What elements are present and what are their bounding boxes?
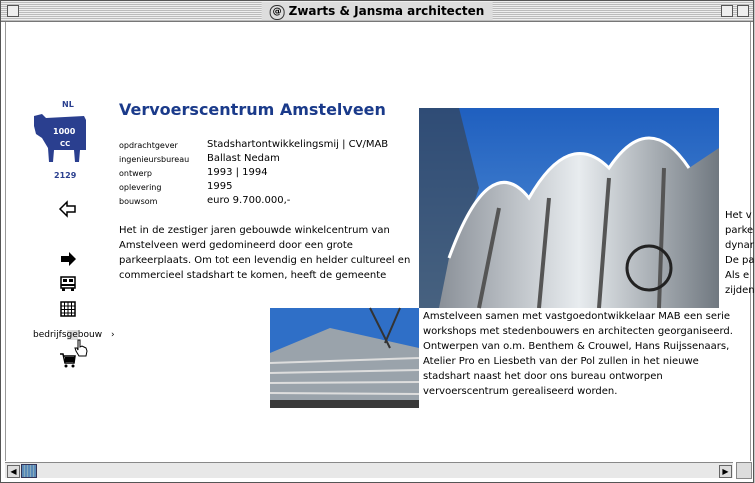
logo-text-cc: CC xyxy=(60,140,71,148)
horizontal-scrollbar[interactable] xyxy=(5,462,733,478)
collapse-box[interactable] xyxy=(737,5,749,17)
scroll-left-arrow-icon[interactable]: ◀ xyxy=(7,465,20,478)
description-paragraph-3-clipped: Het v parke dynar De pa Als e zijden xyxy=(725,210,755,296)
cow-logo[interactable] xyxy=(32,98,90,184)
logo-text-1000: 1000 xyxy=(53,127,76,136)
window-title: @ Zwarts & Jansma architecten xyxy=(262,2,493,20)
title-bar[interactable] xyxy=(1,1,753,22)
close-box[interactable] xyxy=(7,5,19,17)
scroll-right-arrow-icon[interactable]: ▶ xyxy=(719,465,732,478)
page-content: NL 1000 CC 2129 bedrijfsgebouw › Vervoerscentrum Amstelveen opdrachtgever Stadshartontwikkelingsmij | CV/MAB ingenieursbureau Ballast Nedam ontwerp 1993 | 1994 oplevering 1995 bouwsom euro 9.700.000,- Het in de zestiger jaren gebouwde winkelcentrum van Amstelveen werd gedomineerd door een grote parkeerplaats. Om tot een levendig en helder cultureel en commercieel stadshart te komen, heeft de gemeente Amstelveen samen met vastgoedontwikkelaar MAB een serie workshops met stedenbouwers en architecten georganiseerd. Ontwerpen van o.m. Benthem & Crouwel, Hans Ruijssenaars, Atelier Pro en Liesbeth van der Pol zullen in het nieuwe stadshart naast het door ons bureau ontworpen vervoerscentrum gerealiseerd worden. Het v parke dynar De pa Als e zijden xyxy=(5,22,751,461)
building-photo-small[interactable] xyxy=(270,308,419,408)
building-photo-large[interactable] xyxy=(419,108,719,308)
description-paragraph-2: Amstelveen samen met vastgoedontwikkelaar MAB een serie workshops met stedenbouwers en architecten georganiseerd. Ontwerpen van o.m. Benthem & Crouwel, Hans Ruijssenaars, Atelier Pro en Liesbeth van der Pol zullen in het nieuwe stadshart naast het door ons bureau ontworpen vervoerscentrum gerealiseerd worden. xyxy=(423,311,733,397)
arrow-right-icon[interactable] xyxy=(59,251,77,267)
resize-grip[interactable] xyxy=(736,462,752,479)
chevron-right-icon: › xyxy=(110,330,115,340)
logo-text-2129: 2129 xyxy=(54,171,77,180)
at-icon: @ xyxy=(270,5,285,20)
scroll-thumb[interactable] xyxy=(21,464,37,478)
zoom-box[interactable] xyxy=(721,5,733,17)
grid-icon[interactable] xyxy=(59,301,77,317)
description-paragraph-1: Het in de zestiger jaren gebouwde winkelcentrum van Amstelveen werd gedomineerd door een grote parkeerplaats. Om tot een levendig en helder cultureel en commercieel stadshart te komen, heeft de gemeente xyxy=(119,225,411,281)
project-title: Vervoerscentrum Amstelveen xyxy=(119,100,386,119)
arrow-left-icon[interactable] xyxy=(59,201,77,217)
cart-icon[interactable] xyxy=(59,352,77,368)
bus-icon[interactable] xyxy=(59,276,77,292)
logo-text-nl: NL xyxy=(62,100,74,109)
nav-item-bedrijfsgebouw[interactable]: bedrijfsgebouw › xyxy=(33,330,115,340)
